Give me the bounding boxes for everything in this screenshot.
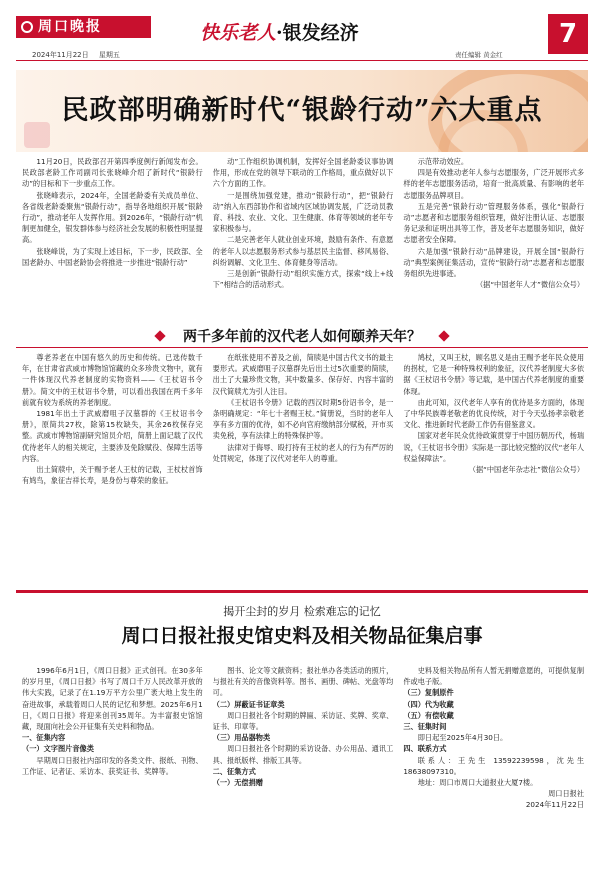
section-heading: 三、征集时间 [403, 722, 447, 732]
article1-column-2 [213, 156, 394, 322]
section-subheading: （一）文字图片音像类 [22, 744, 94, 754]
section-subheading: （一）无偿捐赠 [212, 778, 263, 788]
editor-credit: 责任编辑 黄金红 [455, 51, 503, 59]
article3-body [22, 665, 584, 891]
section-subheading: （四）代为收藏 [403, 699, 454, 709]
article1-source: （据“中国老年人才”微信公众号） [475, 280, 585, 290]
section-subheading: （二）屏蔽证书证章类 [212, 699, 285, 709]
article2-header [16, 326, 588, 348]
paragraph: 四是有效推动老年人参与志愿服务，广泛开展形式多样的老年志愿服务活动，培育一批高质量、有影响的老年志愿服务品牌项目。 [403, 168, 585, 200]
contact-info: 联系人：王先生 13592239598，沈先生 18638097310。 [403, 755, 585, 776]
paragraph: 鸠杖，又叫王杖，顾名思义是由王赐予老年民众使用的拐杖，它是一种特殊权利的象征，汉代养老制度大多依据《王杖诏书令册》等记载，是中国古代养老制度的重要体现。 [403, 353, 585, 396]
article1-headline: 民政部明确新时代“银龄行动”六大重点 [61, 95, 543, 126]
paragraph: 《王杖诏书令册》记载的西汉时期5份诏书令，是一条明确规定：“年七十者赐王杖。”简册说，当时的老年人享有多方面的优待，如不必向官府缴纳部分赋税，开市买卖免税，享有法律上的特殊保护等。 [212, 397, 394, 441]
article2-title: 两千多年前的汉代老人如何颐养天年？ [183, 329, 421, 345]
logo-circle-icon [21, 21, 33, 33]
paragraph: 周口日报社各个时期的采访设备、办公用品、通讯工具、报纸版样、排版工具等。 [212, 744, 394, 765]
page-number: 7 [548, 14, 588, 54]
logo-text: 周口晚报 [38, 19, 102, 35]
paragraph: 在纸张使用不普及之前，简牍是中国古代文书的最主要形式。武威磨咀子汉墓群先后出土过5次重要的简牍，出土了大量珍贵文物，其中数量多、保存好、内容丰富的汉代简牍尤为引人注目。 [212, 353, 394, 396]
paragraph: 1996年6月1日，《周口日报》正式创刊。在30多年的岁月里，《周口日报》书写了周口千万人民改革开放的伟大实践，记录了在1.19万平方公里广袤大地上发生的奋进故事，承载着周口人民的记忆和梦想。2025年6月1日，《周口日报》将迎来创刊35周年。为丰富报史馆馆藏，现面向社会公开征集有关史料和物品。 [22, 666, 203, 732]
issue-weekday: 星期五 [98, 51, 120, 59]
paragraph: 五是完善“银龄行动”管理服务体系，强化“银龄行动”志愿者和志愿服务组织管理，做好注册认证、志愿服务记录和证明出具等工作，普及老年志愿服务知识，做好志愿者安全保障。 [403, 201, 585, 245]
paragraph: 动”工作组织协调机制，发挥好全国老龄委议事协调作用，形成在党的领导下联动的工作格局，重点做好以下六个方面的工作。 [212, 157, 394, 189]
paragraph: 出土简牍中，关于赐予老人王杖的记载，王杖杖首饰有鸠鸟，象征吉祥长寿，是身份与尊荣的象征。 [22, 465, 203, 486]
article3-column-2 [213, 665, 394, 891]
section-heading: 四、联系方式 [403, 744, 447, 754]
paragraph: 图书、论文等文献资料；报社单办各类活动的照片，与报社有关的音像资料等。图书、画册、碑帖、光盘等均可。 [212, 666, 394, 698]
section-subheading: （五）有偿收藏 [403, 710, 454, 720]
article2-body [22, 352, 584, 584]
article3-title: 周口日报社报史馆史料及相关物品征集启事 [121, 625, 483, 647]
article1-column-1 [22, 156, 203, 322]
article3-column-1 [22, 665, 203, 891]
paragraph: 即日起至2025年4月30日。 [417, 733, 508, 743]
article2-column-1 [22, 352, 203, 584]
paragraph: 国家对老年民众优待政策贯穿于中国历朝历代，杨瑞说，《王杖诏书令册》实际是一部比较完整的汉代“老年人权益保障法”。 [403, 431, 585, 463]
paragraph: 由此可知，汉代老年人享有的优待是多方面的，体现了中华民族尊老敬老的优良传统，对于今天弘扬孝亲敬老文化、推进新时代老龄工作仍有借鉴意义。 [403, 397, 585, 430]
section-heading: 二、征集方式 [212, 766, 256, 776]
headline-banner [16, 70, 588, 152]
article1-body [22, 156, 584, 322]
paragraph: 三是创新“银龄行动”组织实施方式，探索“线上+线下”相结合的活动形式。 [212, 269, 394, 290]
section-title-main: 快乐老人 [200, 22, 277, 44]
paragraph: 周口日报社各个时期的牌匾、采访证、奖牌、奖章、证书、印章等。 [212, 710, 394, 732]
paragraph: 一是围绕加强党建，推动“银龄行动”，把“银龄行动”纳入东西部协作和省域内区域协调发展，广泛动员教育、科技、农业、文化、卫生健康、体育等领域的老年专家积极参与。 [212, 190, 394, 234]
article3-column-3 [403, 665, 584, 891]
article2-column-2 [213, 352, 394, 584]
article2-column-3 [403, 352, 584, 584]
notice-date: 2024年11月22日 [525, 800, 585, 810]
paragraph: 早期周口日报社内部印发的各类文件、报纸、刊物、工作证、记者证、采访本、获奖证书、奖牌等。 [22, 755, 203, 776]
paragraph: 二是完善老年人就业创业环境，鼓励有条件、有意愿的老年人以志愿服务形式参与基层民主监督、移风易俗、纠纷调解、文化卫生、体育健身等活动。 [212, 235, 394, 267]
paragraph: 法律对于侮辱、殴打持有王杖的老人的行为有严厉的处罚规定，体现了汉代对老年人的尊重。 [212, 442, 394, 463]
notice-organization: 周口日报社 [548, 789, 585, 799]
paragraph: 尊老养老在中国有悠久的历史和传统。已选传数千年，在甘肃省武威市博物馆馆藏的众多珍贵文物中，就有一件体现汉代养老制度的实物资料——《王杖诏书令册》。简文中的王杖诏书令册，可以看出我国在两千多年前就有较为系统的养老制度。 [22, 353, 203, 407]
article3-kicker: 揭开尘封的岁月 检索难忘的记忆 [223, 605, 381, 618]
issue-date: 2024年11月22日 [32, 51, 89, 59]
paragraph: 张晓峰表示，2024年，全国老龄委有关成员单位、各省级老龄委聚焦“银龄行动”，指导各地组织开展“银龄行动”，推动老年人发挥作用。到2026年，“银龄行动”机制更加健全，银发群体参与经济社会发展的积极性明显提高。 [22, 190, 203, 245]
article2-source: （据“中国老年杂志社”微信公众号） [468, 465, 585, 475]
paragraph: 六是加强“银龄行动”品牌建设，开展全国“银龄行动”典型案例征集活动，宣传“银龄行动”志愿者和志愿服务组织先进事迹。 [403, 246, 585, 279]
issue-info [32, 50, 128, 60]
paragraph: 示范带动效应。 [417, 157, 469, 166]
section-title [200, 18, 359, 45]
section-title-sub: ·银发经济 [276, 22, 359, 44]
newspaper-logo [16, 16, 151, 38]
masthead [0, 0, 600, 68]
section-subheading: （三）复制原件 [403, 688, 454, 698]
address-info: 地址：周口市周口大道报业大厦7楼。 [417, 778, 538, 788]
paragraph: 1981年出土于武威磨咀子汉墓群的《王杖诏书令册》，原简共27枚，除第15枚缺失，其余26枚保存完整。武威市博物馆副研究馆员介绍，简册上面记载了汉代优待老年人的相关规定，主要涉及免除赋役、保障生活等内容。 [22, 409, 203, 463]
paragraph: 11月20日，民政部召开第四季度例行新闻发布会。民政部老龄工作司副司长张晓峰介绍了新时代“银龄行动”的目标和下一步重点工作。 [22, 157, 203, 189]
masthead-divider [16, 60, 588, 61]
article1-column-3 [403, 156, 584, 322]
paragraph: 史料及相关物品所有人暂无捐赠意愿的，可提供复制件或电子版。 [403, 666, 585, 687]
section-heading: 一、征集内容 [22, 733, 66, 743]
paragraph: 张晓峰说，为了实现上述目标，下一步，民政部、全国老龄办、中国老龄协会将推进一步推进“银龄行动” [22, 246, 203, 267]
section-subheading: （三）用品器物类 [212, 733, 271, 743]
